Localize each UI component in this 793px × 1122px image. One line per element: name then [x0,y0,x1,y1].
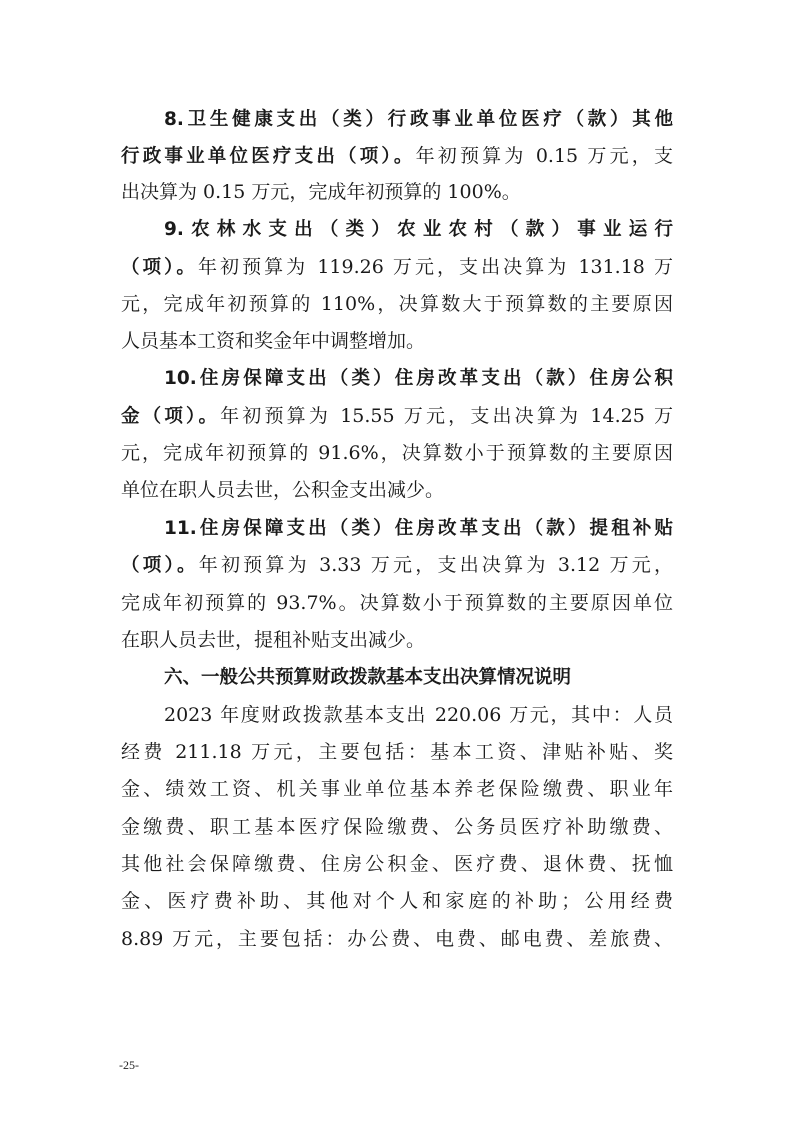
item9-heading-part2: （项）。 [121,257,198,278]
item9-text-part3: 人员基本工资和奖金年中调整增加。 [121,330,426,352]
section6-text: 金缴费、职工基本医疗保险缴费、公务员医疗补助缴费、 [121,816,673,838]
item8-text-part1: 年初预算为 0.15 万元，支 [415,145,673,167]
section6-text: 8.89 万元，主要包括：办公费、电费、邮电费、差旅费、 [121,928,673,950]
section6-line-6 [121,886,673,916]
item9-heading-part1: 9.农林水支出（类）农业农村（款）事业运行 [164,219,673,240]
item11-heading-part2: （项）。 [121,555,199,576]
item8-line-1 [164,104,673,134]
item11-line-3 [121,588,673,618]
item9-text-part2: 元，完成年初预算的 110%，决算数大于预算数的主要原因 [121,293,673,315]
section6-text: 其他社会保障缴费、住房公积金、医疗费、退休费、抚恤 [121,853,673,875]
item9-line-1 [164,214,673,244]
section6-text: 金、医疗费补助、其他对个人和家庭的补助；公用经费 [121,890,673,912]
section6-line-3 [121,774,673,804]
item10-heading-part1: 10.住房保障支出（类）住房改革支出（款）住房公积 [164,368,673,389]
item8-text-part2: 出决算为 0.15 万元，完成年初预算的 100%。 [121,181,521,203]
section6-line-4 [121,812,673,842]
item10-line-1 [164,363,673,393]
page-number: -25- [119,1058,139,1072]
item9-line-3 [121,289,673,319]
section6-line-5 [121,849,673,879]
item10-text-part3: 单位在职人员去世，公积金支出减少。 [121,479,445,501]
section6-text: 2023 年度财政拨款基本支出 220.06 万元，其中：人员 [164,704,673,726]
item11-text-part3: 在职人员去世，提租补贴支出减少。 [121,629,426,651]
item10-heading-part2: 金（项）。 [121,406,221,427]
item8-heading-part1: 8.卫生健康支出（类）行政事业单位医疗（款）其他 [164,109,673,130]
item11-heading-part1: 11.住房保障支出（类）住房改革支出（款）提租补贴 [164,518,673,539]
item11-line-4 [121,625,673,655]
item11-text-part1: 年初预算为 3.33 万元，支出决算为 3.12 万元， [198,554,673,576]
item10-line-4 [121,475,673,505]
section6-line-2 [121,737,673,767]
item10-line-3 [121,438,673,468]
item9-text-part1: 年初预算为 119.26 万元，支出决算为 131.18 万 [197,256,673,278]
item10-text-part2: 元，完成年初预算的 91.6%，决算数小于预算数的主要原因 [121,442,673,464]
section6-text: 金、绩效工资、机关事业单位基本养老保险缴费、职业年 [121,778,673,800]
item11-line-2 [121,550,673,580]
item10-text-part1: 年初预算为 15.55 万元，支出决算为 14.25 万 [220,405,673,427]
item10-line-2 [121,401,673,431]
section6-line-1 [164,700,673,730]
item8-heading-part2: 行政事业单位医疗支出（项）。 [121,146,416,167]
item8-line-2 [121,141,673,171]
item9-line-2 [121,252,673,282]
section6-line-7 [121,924,673,954]
item9-line-4 [121,326,673,356]
section6-heading: 六、一般公共预算财政拨款基本支出决算情况说明 [164,667,572,688]
section6-heading-line [164,662,673,692]
item11-line-1 [164,513,673,543]
section6-text: 经费 211.18 万元，主要包括：基本工资、津贴补贴、奖 [121,741,673,763]
item8-line-3 [121,177,673,207]
item11-text-part2: 完成年初预算的 93.7%。决算数小于预算数的主要原因单位 [121,592,673,614]
